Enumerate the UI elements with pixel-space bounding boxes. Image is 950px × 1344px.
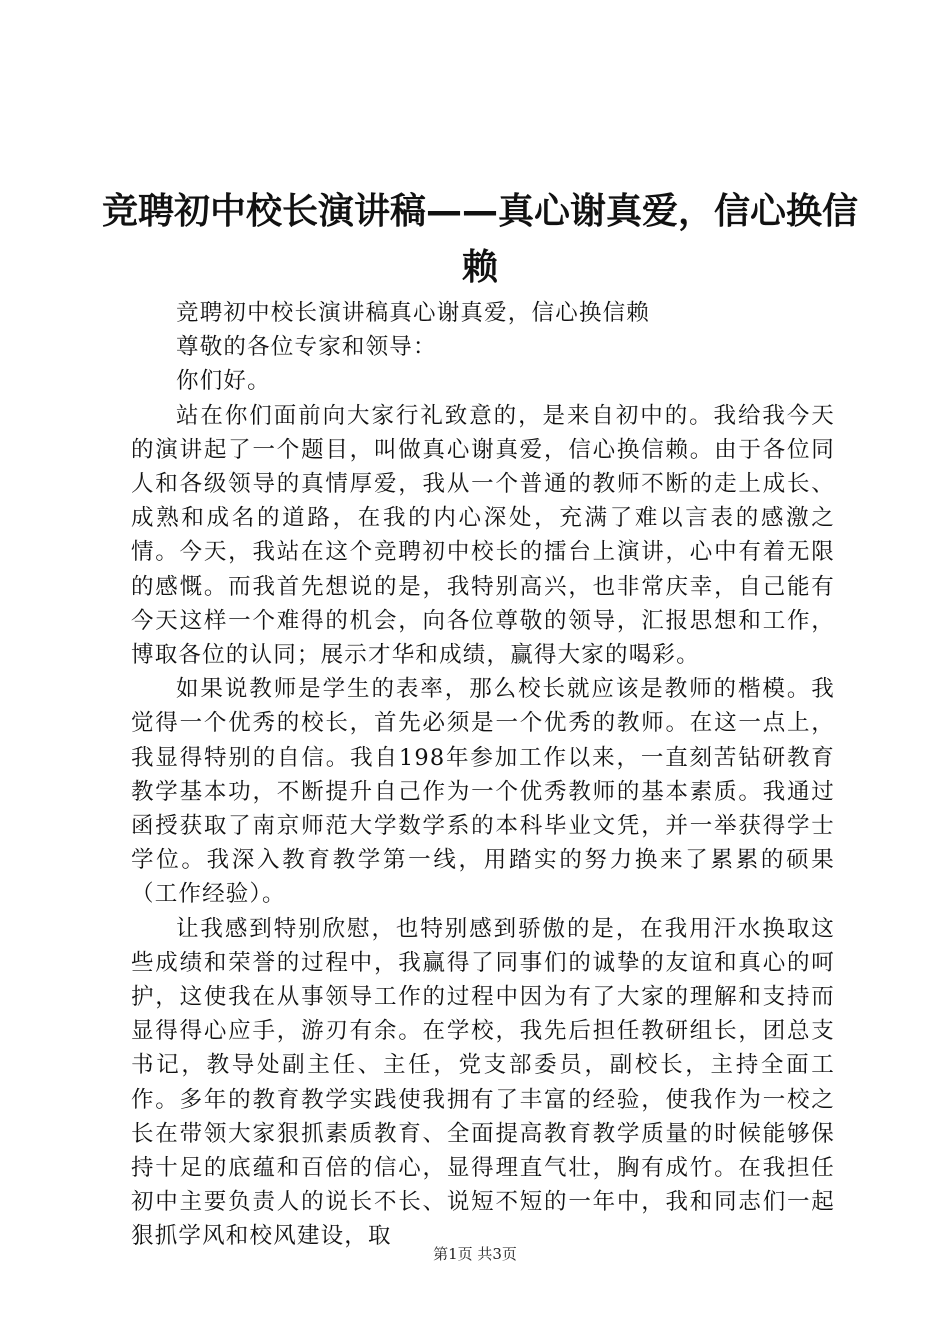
paragraph-greeting: 你们好。 <box>176 368 271 395</box>
document-title: 竞聘初中校长演讲稿——真心谢真爱，信心换信赖 <box>101 191 858 288</box>
paragraph-salutation: 尊敬的各位专家和领导： <box>176 334 437 361</box>
paragraph-body: 让我感到特别欣慰，也特别感到骄傲的是，在我用汗水换取这些成绩和荣誉的过程中，我赢得了同事们的诚挚的友谊和真心的呵护，这使我在从事领导工作的过程中因为有了大家的理解和支持而显得得心应手，游刃有余。在学校，我先后担任教研组长，团总支书记，教导处副主任、主任，党支部委员，副校长，主持全面工作。多年的教育教学实践使我拥有了丰富的经验，使我作为一校之长在带领大家狠抓素质教育、全面提高教育教学质量的时候能够保持十足的底蕴和百倍的信心，显得理直气壮，胸有成竹。在我担任初中主要负责人的说长不长、说短不短的一年中，我和同志们一起狠抓学风和校风建设，取 <box>131 915 835 1250</box>
document-body <box>131 296 835 1254</box>
paragraph-body: 站在你们面前向大家行礼致意的，是来自初中的。我给我今天的演讲起了一个题目，叫做真心谢真爱，信心换信赖。由于各位同人和各级领导的真情厚爱，我从一个普通的教师不断的走上成长、成熟和成名的道路，在我的内心深处，充满了难以言表的感激之情。今天，我站在这个竞聘初中校长的擂台上演讲，心中有着无限的感慨。而我首先想说的是，我特别高兴，也非常庆幸，自己能有今天这样一个难得的机会，向各位尊敬的领导，汇报思想和工作，博取各位的认同；展示才华和成绩，赢得大家的喝彩。 <box>131 402 835 669</box>
paragraph-subtitle: 竞聘初中校长演讲稿真心谢真爱，信心换信赖 <box>176 300 651 326</box>
page-footer: 第1页 共3页 <box>433 1245 517 1263</box>
paragraph-body: 如果说教师是学生的表率，那么校长就应该是教师的楷模。我觉得一个优秀的校长，首先必须是一个优秀的教师。在这一点上，我显得特别的自信。我自198年参加工作以来，一直刻苦钻研教育教学基本功，不断提升自己作为一个优秀教师的基本素质。我通过函授获取了南京师范大学数学系的本科毕业文凭，并一举获得学士学位。我深入教育教学第一线，用踏实的努力换来了累累的硕果（工作经验）。 <box>131 676 835 908</box>
